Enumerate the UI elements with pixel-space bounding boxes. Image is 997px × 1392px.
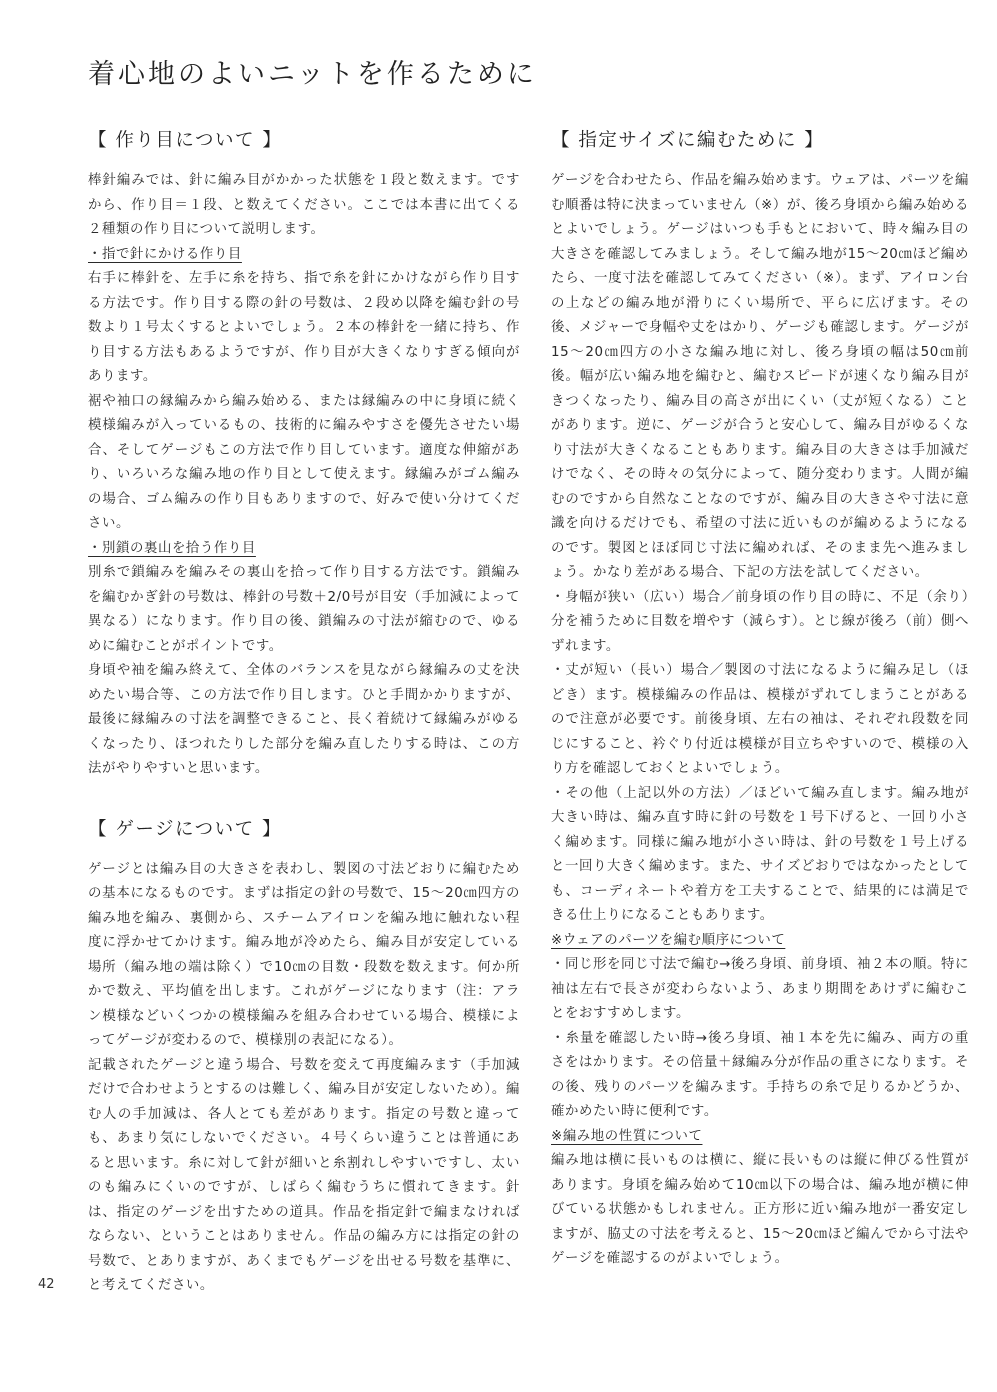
bullet-paragraph: ・丈が短い（長い）場合／製図の寸法になるように編み足し（ほどき）ます。模様編みの作品は、模様がずれてしまうことがあるので注意が必要です。前後身頃、左右の袖は、それぞれ段数を同じにすること、衿ぐり付近は模様が目立ちやすいので、模様の入り方を確認しておくとよいでしょう。 (551, 663, 969, 776)
section-heading-sizing: 【 指定サイズに編むために 】 (551, 130, 825, 151)
subheading-knitting-order (551, 929, 969, 954)
paragraph: 裾や袖口の縁編みから編み始める、または縁編みの中に身頃に続く模様編みが入っているもの、技術的に編みやすさを優先させたい場合、そしてゲージもこの方法で作り目しています。適度な伸縮があり、いろいろな編み地の作り目として使えます。縁編みがゴム編みの場合、ゴム編みの作り目もありますので、好みで使い分けてください。 (88, 393, 520, 531)
paragraph: 編み地は横に長いものは横に、縦に長いものは縦に伸びる性質があります。身頃を編み始めて10㎝以下の場合は、編み地が横に伸びている状態かもしれません。正方形に近い編み地が一番安定しますが、脇丈の寸法を考えると、15～20㎝ほど編んでから寸法やゲージを確認するのがよいでしょう。 (551, 1153, 969, 1266)
subheading-text: ※ウェアのパーツを編む順序について (551, 932, 786, 948)
section-heading-cast-on: 【 作り目について 】 (88, 130, 283, 151)
page-title: 着心地のよいニットを作るために (88, 59, 537, 90)
bullet-paragraph: ・糸量を確認したい時→後ろ身頃、袖１本を先に編み、両方の重さをはかります。その倍量＋縁編み分が作品の重さになります。その後、残りのパーツを編みます。手持ちの糸で足りるかどうか、確かめたい時に便利です。 (551, 1030, 969, 1119)
subheading-finger-cast-on (88, 243, 520, 268)
right-column (551, 127, 969, 1272)
paragraph: ゲージを合わせたら、作品を編み始めます。ウェアは、パーツを編む順番は特に決まっていません（※）が、後ろ身頃から編み始めるとよいでしょう。ゲージはいつも手もとにおいて、時々編み目の大きさを確認してみましょう。そして編み地が15～20㎝ほど編めたら、一度寸法を確認してみてください（※）。まず、アイロン台の上などの編み地が滑りにくい場所で、平らに広げます。その後、メジャーで身幅や丈をはかり、ゲージも確認します。ゲージが15～20㎝四方の小さな編み地に対し、後ろ身頃の幅は50㎝前後。幅が広い編み地を編むと、編むスピードが速くなり編み目がきつくなったり、編み目の高さが出にくい（丈が短くなる）ことがあります。逆に、ゲージが合うと安心して、編み目がゆるくなり寸法が大きくなることもあります。編み目の大きさは手加減だけでなく、その時々の気分によって、随分変わります。人間が編むのですから自然なことなのですが、編み目の大きさや寸法に意識を向けるだけでも、希望の寸法に近いものが編めるようになるのです。製図とほぼ同じ寸法に編めれば、そのまま先へ進みましょう。かなり差がある場合、下記の方法を試してください。 (551, 173, 969, 580)
paragraph: 記載されたゲージと違う場合、号数を変えて再度編みます（手加減だけで合わせようとするのは難しく、編み目が安定しないため）。編む人の手加減は、各人とても差があります。指定の号数と違っても、あまり気にしないでください。４号くらい違うことは普通にあると思います。糸に対して針が細いと糸割れしやすいですし、太いのも編みにくいのですが、しばらく編むうちに慣れてきます。針は、指定のゲージを出すための道具。作品を指定針で編まなければならない、ということはありません。作品の編み方には指定の針の号数で、とありますが、あくまでもゲージを出せる号数を基準に、と考えてください。 (88, 1057, 520, 1293)
section-gap (88, 782, 520, 816)
bullet-paragraph: ・身幅が狭い（広い）場合／前身頃の作り目の時に、不足（余り）分を補うために目数を増やす（減らす）。とじ線が後ろ（前）側へずれます。 (551, 589, 969, 654)
bullet-paragraph: ・その他（上記以外の方法）／ほどいて編み直します。編み地が大きい時は、編み直す時に針の号数を１号下げると、一回り小さく編めます。同様に編み地が小さい時は、針の号数を１号上げると一回り大きく編めます。また、サイズどおりではなかったとしても、コーディネートや着方を工夫することで、結果的には満足できる仕上りになることもあります。 (551, 785, 969, 923)
paragraph: 右手に棒針を、左手に糸を持ち、指で糸を針にかけながら作り目する方法です。作り目する際の針の号数は、２段め以降を編む針の号数より１号太くするとよいでしょう。２本の棒針を一緒に持ち、作り目する方法もあるようですが、作り目が大きくなりすぎる傾向があります。 (88, 271, 520, 384)
bullet-paragraph: ・同じ形を同じ寸法で編む→後ろ身頃、前身頃、袖２本の順。特に袖は左右で長さが変わらないよう、あまり期間をあけずに編むことをおすすめします。 (551, 957, 969, 1021)
page-number: 42 (38, 1277, 55, 1292)
subheading-text: ・指で針にかける作り目 (88, 246, 242, 262)
subheading-fabric-properties (551, 1125, 969, 1150)
subheading-text: ※編み地の性質について (551, 1128, 703, 1144)
paragraph: 身頃や袖を編み終えて、全体のバランスを見ながら縁編みの丈を決めたい場合等、この方法で作り目します。ひと手間かかりますが、最後に縁編みの寸法を調整できること、長く着続けて縁編みがゆるくなったり、ほつれたりした部分を編み直したりする時は、この方法がやりやすいと思います。 (88, 663, 520, 776)
subheading-text: ・別鎖の裏山を拾う作り目 (88, 540, 256, 556)
section-heading-gauge: 【 ゲージについて 】 (88, 818, 283, 840)
subheading-provisional-cast-on (88, 537, 520, 562)
paragraph: ゲージとは編み目の大きさを表わし、製図の寸法どおりに編むための基本になるものです。まずは指定の針の号数で、15～20㎝四方の編み地を編み、裏側から、スチームアイロンを編み地に触れない程度に浮かせてかけます。編み地が冷めたら、編み目が安定している場所（編み地の端は除く）で10㎝の目数・段数を数えます。何か所かで数え、平均値を出します。これがゲージになります（注：アラン模様などいくつかの模様編みを組み合わせている場合、模様によってゲージが変わるので、模様別の表記になる）。 (88, 861, 520, 1048)
paragraph: 別糸で鎖編みを編みその裏山を拾って作り目する方法です。鎖編みを編むかぎ針の号数は、棒針の号数＋2/0号が目安（手加減によって異なる）になります。作り目の後、鎖編みの寸法が縮むので、ゆるめに編むことがポイントです。 (88, 565, 520, 654)
left-column (88, 127, 520, 1299)
paragraph: 棒針編みでは、針に編み目がかかった状態を１段と数えます。ですから、作り目＝１段、と数えてください。ここでは本書に出てくる２種類の作り目について説明します。 (88, 173, 520, 237)
